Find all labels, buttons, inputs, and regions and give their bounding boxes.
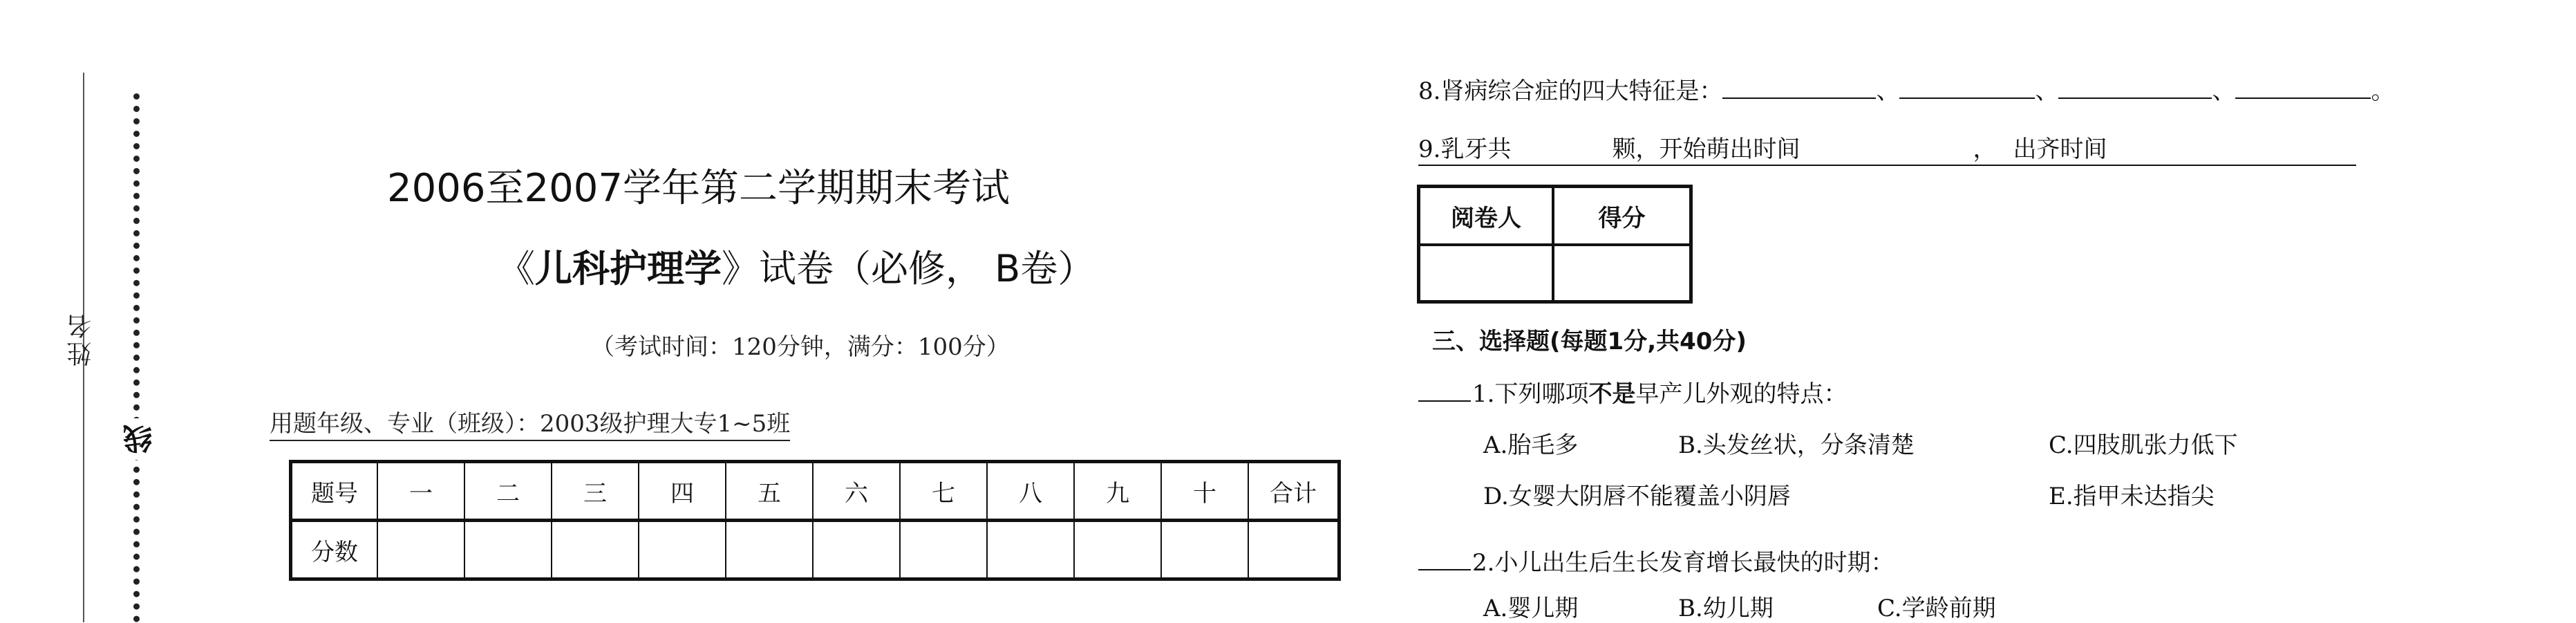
question-1	[1418, 375, 1847, 409]
score-header-cell: 八	[987, 462, 1074, 521]
question-1-pre: 1.下列哪项	[1472, 380, 1589, 408]
score-header-cell: 五	[726, 462, 813, 521]
score-table-score-row	[291, 521, 1339, 579]
separator: 、	[1876, 77, 1900, 105]
score-table	[289, 460, 1341, 581]
score-cell[interactable]	[813, 521, 900, 579]
paper-title-open: 《	[498, 247, 535, 290]
answer-blank[interactable]	[1418, 377, 1471, 402]
score-header-cell: 三	[552, 462, 639, 521]
cut-line-label: 线	[119, 418, 153, 460]
question-9-part4: 出齐时间	[2013, 136, 2107, 163]
score-cell[interactable]	[726, 521, 813, 579]
exam-title: 2006至2007学年第二学期期末考试	[387, 166, 1010, 211]
option-b[interactable]: B.幼儿期	[1678, 595, 1774, 622]
answer-blank[interactable]	[1722, 73, 1876, 99]
option-c[interactable]: C.四肢肌张力低下	[2049, 431, 2238, 459]
option-e[interactable]: E.指甲未达指尖	[2049, 483, 2215, 510]
score-cell[interactable]	[464, 521, 552, 579]
score-cell[interactable]	[639, 521, 726, 579]
score-header-cell: 合计	[1248, 462, 1339, 521]
option-a[interactable]: A.胎毛多	[1483, 431, 1579, 459]
end-mark: 。	[2371, 77, 2395, 105]
score-header-cell: 十	[1161, 462, 1248, 521]
answer-blank[interactable]	[2058, 73, 2212, 99]
separator: 、	[2212, 77, 2236, 105]
score-cell[interactable]	[377, 521, 464, 579]
score-header-cell: 六	[813, 462, 900, 521]
grader-table-header	[1419, 187, 1691, 245]
course-name: 儿科护理学	[535, 247, 722, 290]
name-label: 姓名	[67, 311, 95, 366]
grader-table-body	[1419, 245, 1691, 302]
paper-title	[498, 239, 1465, 292]
option-a[interactable]: A.婴儿期	[1483, 595, 1579, 622]
question-1-post: 早产儿外观的特点：	[1635, 380, 1848, 408]
question-9-part2: 颗，开始萌出时间	[1612, 136, 1801, 163]
question-9-part3: ，	[1973, 136, 1997, 163]
score-cell[interactable]	[1553, 245, 1691, 302]
score-header: 得分	[1553, 187, 1691, 245]
score-header-cell: 题号	[291, 462, 378, 521]
question-8-text: 8.肾病综合症的四大特征是：	[1418, 77, 1723, 105]
score-cell-total[interactable]	[1248, 521, 1339, 579]
score-header-cell: 七	[900, 462, 987, 521]
grader-table	[1417, 185, 1693, 304]
score-cell[interactable]	[1161, 521, 1248, 579]
section-heading: 三、选择题(每题1分,共40分)	[1432, 328, 1747, 355]
cut-line-dotted	[133, 93, 140, 622]
option-c[interactable]: C.学龄前期	[1877, 595, 1996, 622]
exam-info: （考试时间：120分钟，满分：100分）	[591, 333, 1010, 361]
question-9-part1: 9.乳牙共	[1418, 136, 1512, 163]
score-header-cell: 四	[639, 462, 726, 521]
score-header-cell: 二	[464, 462, 552, 521]
usage-line: 用题年级、专业（班级）：2003级护理大专1~5班	[270, 405, 790, 441]
option-d[interactable]: D.女婴大阴唇不能覆盖小阴唇	[1483, 483, 1791, 510]
score-row-label: 分数	[291, 521, 378, 579]
grader-header: 阅卷人	[1419, 187, 1554, 245]
score-cell[interactable]	[1074, 521, 1161, 579]
score-table-header-row	[291, 462, 1339, 521]
option-b[interactable]: B.头发丝状，分条清楚	[1678, 431, 1915, 459]
score-cell[interactable]	[552, 521, 639, 579]
score-cell[interactable]	[987, 521, 1074, 579]
answer-blank[interactable]	[1418, 546, 1471, 570]
separator: 、	[2035, 77, 2059, 105]
paper-title-rest: 》试卷（必修， B卷）	[722, 247, 1096, 290]
question-9	[1418, 130, 2356, 166]
answer-blank[interactable]	[2235, 73, 2371, 99]
question-1-emphasis: 不是	[1588, 380, 1636, 408]
grader-cell[interactable]	[1419, 245, 1554, 302]
question-2-text: 2.小儿出生后生长发育增长最快的时期：	[1472, 549, 1895, 577]
score-header-cell: 一	[377, 462, 464, 521]
answer-blank[interactable]	[1899, 73, 2035, 99]
score-header-cell: 九	[1074, 462, 1161, 521]
question-2	[1418, 543, 1894, 577]
question-8	[1418, 72, 2394, 106]
score-cell[interactable]	[900, 521, 987, 579]
